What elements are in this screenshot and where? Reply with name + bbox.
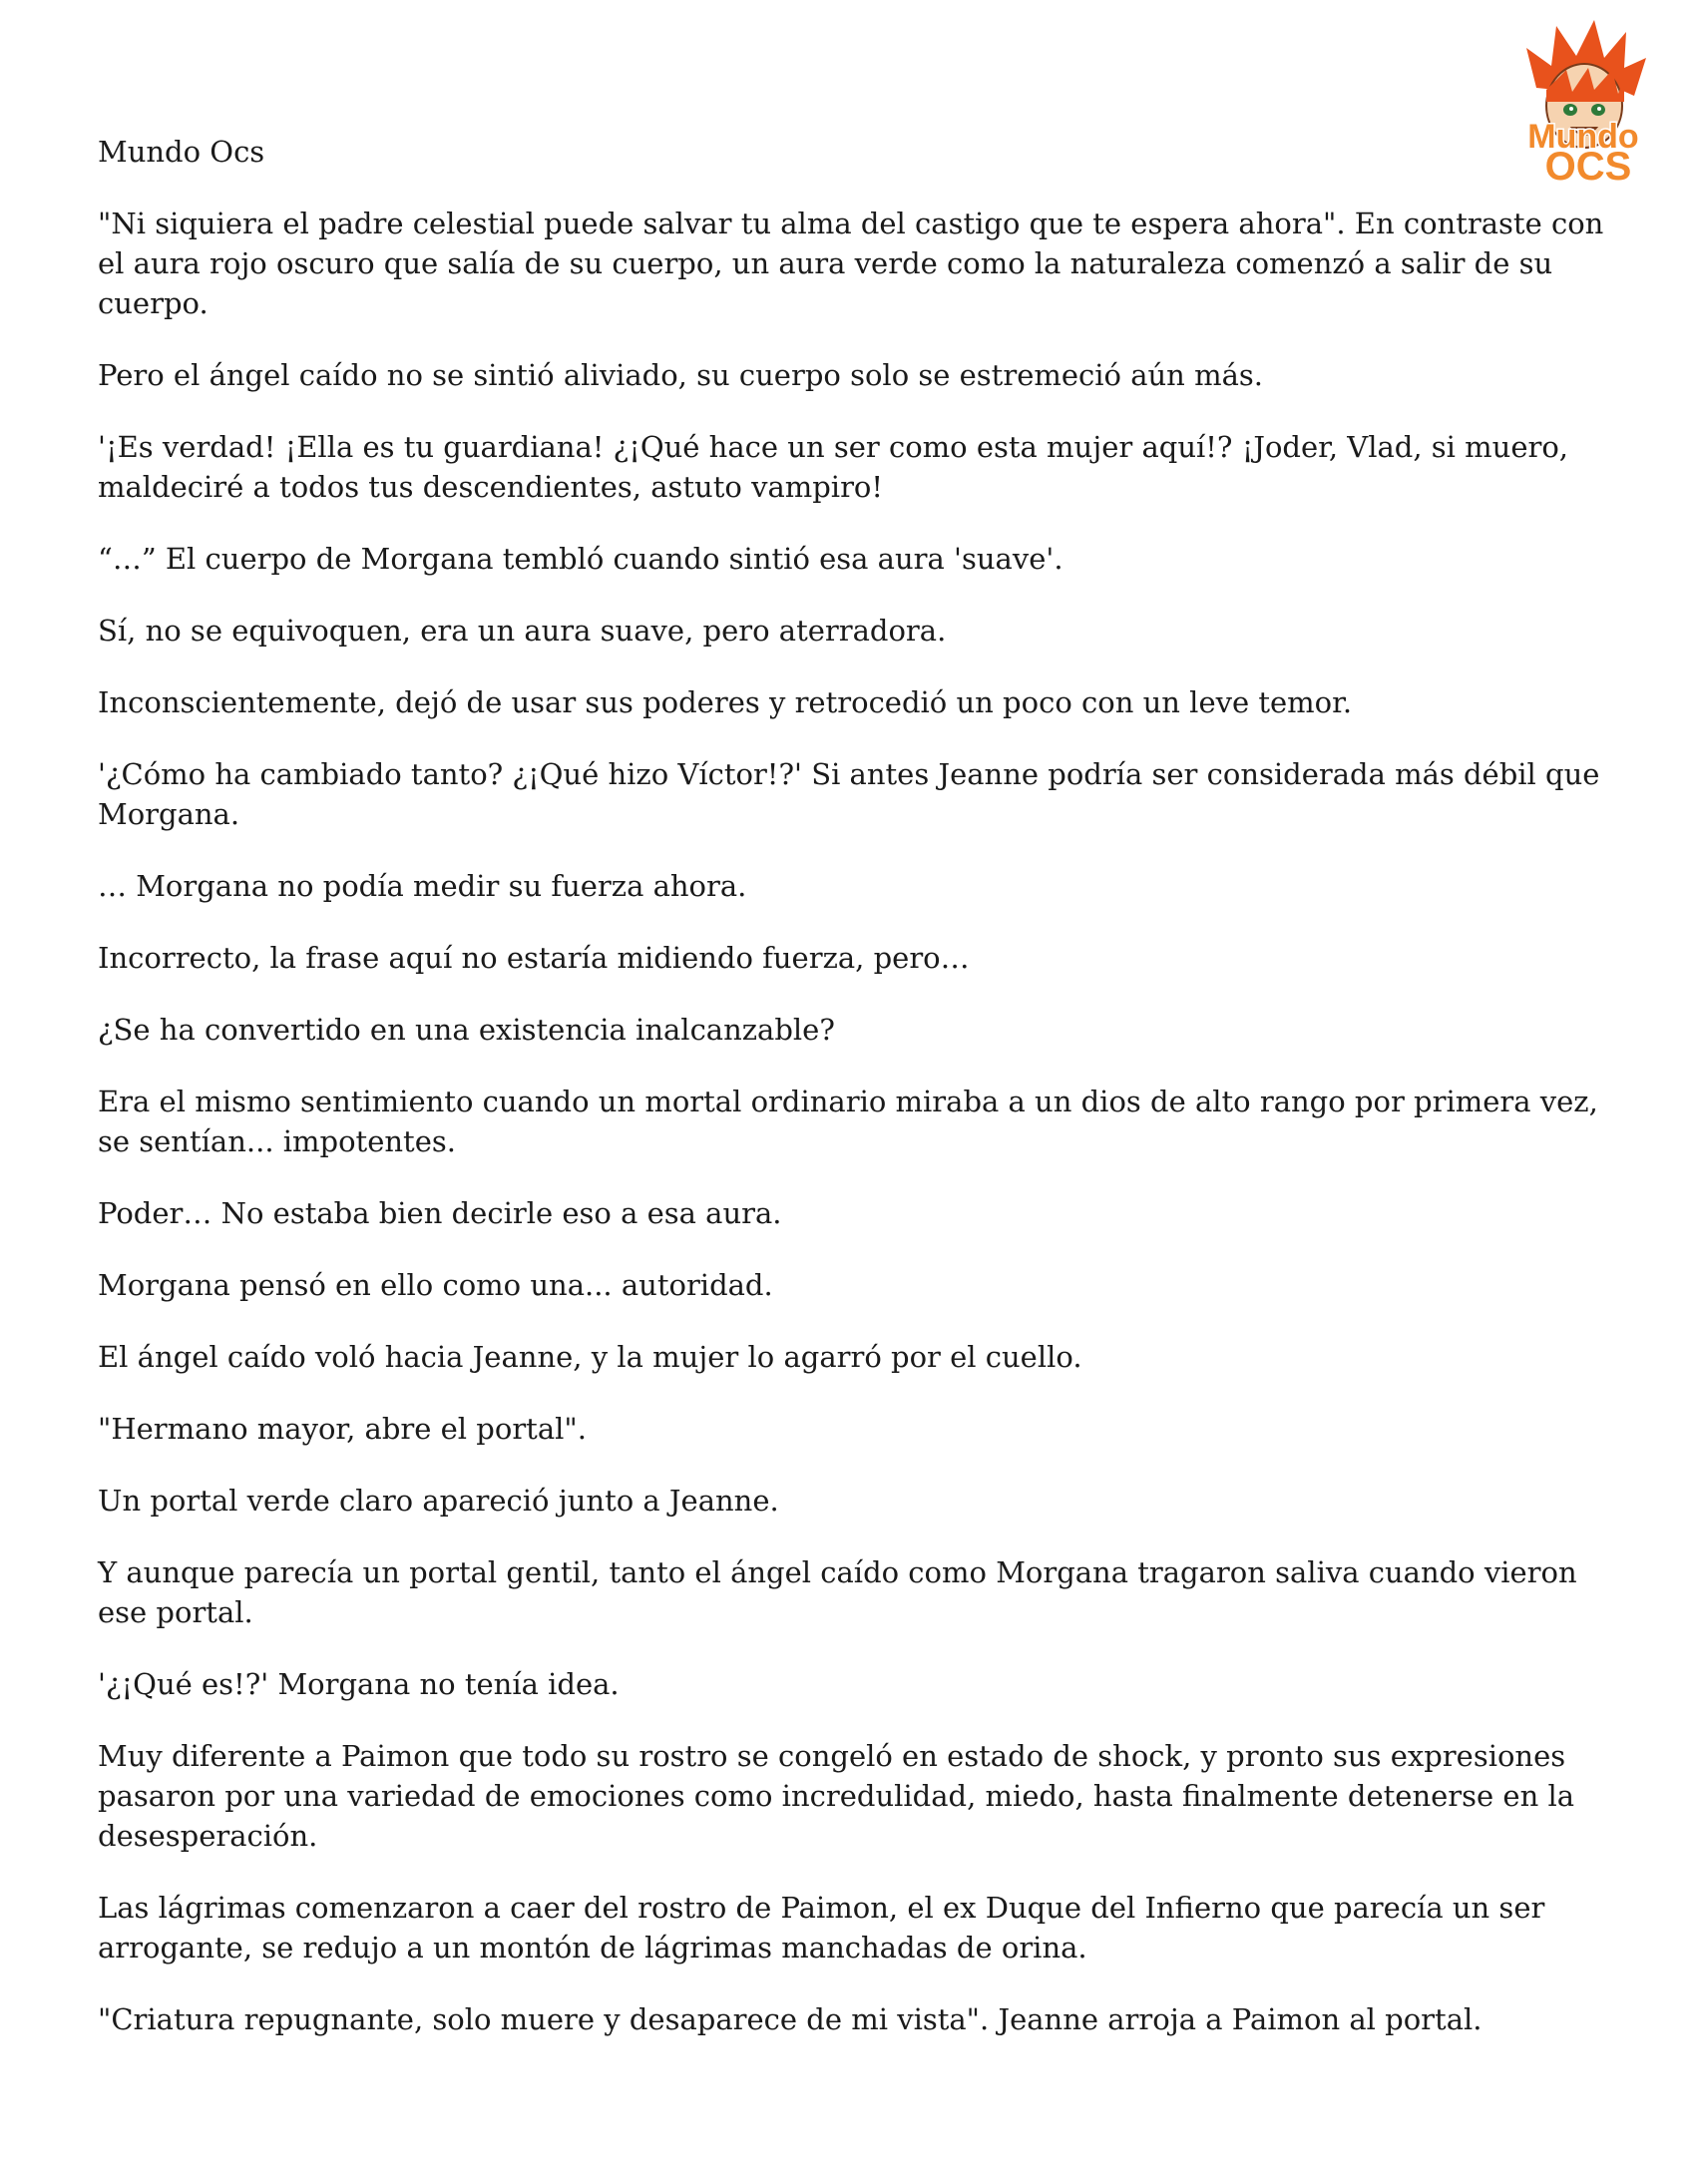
mundo-ocs-logo [1496, 18, 1671, 188]
document-body [98, 204, 1634, 2071]
logo-text-mundo: Mundo [1527, 118, 1639, 156]
paragraph: "Hermano mayor, abre el portal". [98, 1412, 587, 1446]
header-title: Mundo Ocs [98, 135, 265, 169]
paragraph: Inconscientemente, dejó de usar sus poderes y retrocedió un poco con un leve temor. [98, 685, 1353, 719]
paragraph: El ángel caído voló hacia Jeanne, y la mujer lo agarró por el cuello. [98, 1340, 1082, 1374]
paragraph: Poder… No estaba bien decirle eso a esa aura. [98, 1196, 782, 1230]
paragraph: "Criatura repugnante, solo muere y desaparece de mi vista". Jeanne arroja a Paimon al portal. [98, 2002, 1483, 2036]
paragraph: … Morgana no podía medir su fuerza ahora. [98, 869, 747, 903]
paragraph: Pero el ángel caído no se sintió aliviado, su cuerpo solo se estremeció aún más. [98, 358, 1263, 392]
paragraph: "Ni siquiera el padre celestial puede salvar tu alma del castigo que te espera ahora". En contraste con el aura rojo oscuro que salía de su cuerpo, un aura verde como la naturaleza comenzó a salir de su cuerpo. [98, 207, 1604, 320]
paragraph: '¿Cómo ha cambiado tanto? ¿¡Qué hizo Víctor!?' Si antes Jeanne podría ser considerada más débil que Morgana. [98, 757, 1600, 831]
paragraph: ¿Se ha convertido en una existencia inalcanzable? [98, 1013, 835, 1047]
paragraph: Era el mismo sentimiento cuando un mortal ordinario miraba a un dios de alto rango por primera vez, se sentían... impotentes. [98, 1085, 1598, 1158]
paragraph: Morgana pensó en ello como una... autoridad. [98, 1268, 773, 1302]
paragraph: “…” El cuerpo de Morgana tembló cuando sintió esa aura 'suave'. [98, 542, 1063, 576]
paragraph: Y aunque parecía un portal gentil, tanto el ángel caído como Morgana tragaron saliva cuando vieron ese portal. [98, 1555, 1577, 1629]
logo-text-ocs: OCS [1544, 145, 1632, 188]
paragraph: '¿¡Qué es!?' Morgana no tenía idea. [98, 1667, 620, 1701]
paragraph: '¡Es verdad! ¡Ella es tu guardiana! ¿¡Qué hace un ser como esta mujer aquí!? ¡Joder, Vlad, si muero, maldeciré a todos tus descendientes, astuto vampiro! [98, 430, 1569, 504]
paragraph: Incorrecto, la frase aquí no estaría midiendo fuerza, pero… [98, 941, 970, 975]
paragraph: Sí, no se equivoquen, era un aura suave, pero aterradora. [98, 614, 947, 648]
paragraph: Muy diferente a Paimon que todo su rostro se congeló en estado de shock, y pronto sus expresiones pasaron por una variedad de emociones como incredulidad, miedo, hasta finalmente detenerse en la desesperación. [98, 1739, 1575, 1853]
paragraph: Un portal verde claro apareció junto a Jeanne. [98, 1484, 779, 1518]
paragraph: Las lágrimas comenzaron a caer del rostro de Paimon, el ex Duque del Infierno que parecía un ser arrogante, se redujo a un montón de lágrimas manchadas de orina. [98, 1891, 1545, 1965]
